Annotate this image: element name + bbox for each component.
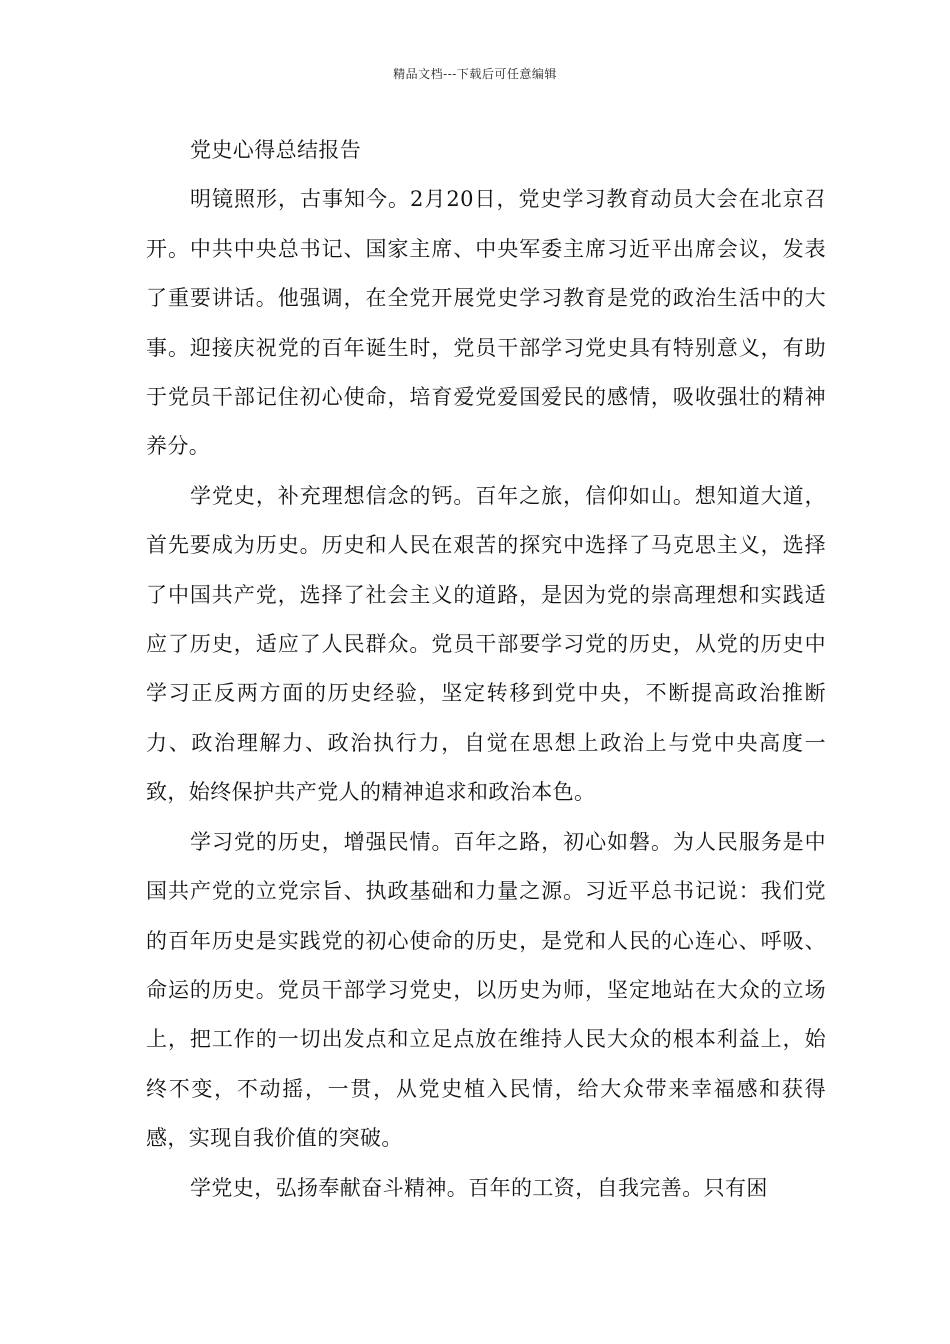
- paragraph-2: 学党史，补充理想信念的钙。百年之旅，信仰如山。想知道大道，首先要成为历史。历史和人民在艰苦的探究中选择了马克思主义，选择了中国共产党，选择了社会主义的道路，是因为党的崇高理想和实践适应了历史，适应了人民群众。党员干部要学习党的历史，从党的历史中学习正反两方面的历史经验，坚定转移到党中央，不断提高政治推断力、政治理解力、政治执行力，自觉在思想上政治上与党中央高度一致，始终保护共产党人的精神追求和政治本色。: [146, 483, 826, 805]
- paragraph-4: 学党史，弘扬奉献奋斗精神。百年的工资，自我完善。只有困: [190, 1175, 768, 1200]
- paragraph-3: 学习党的历史，增强民情。百年之路，初心如磐。为人民服务是中国共产党的立党宗旨、执政基础和力量之源。习近平总书记说：我们党的百年历史是实践党的初心使命的历史，是党和人民的心连心、呼吸、命运的历史。党员干部学习党史，以历史为师，坚定地站在大众的立场上，把工作的一切出发点和立足点放在维持人民大众的根本利益上，始终不变，不动摇，一贯，从党史植入民情，给大众带来幸福感和获得感，实现自我价值的突破。: [146, 829, 826, 1151]
- page-header: 精品文档---下载后可任意编辑: [393, 67, 557, 81]
- paragraph-1: 明镜照形，古事知今。2月20日，党史学习教育动员大会在北京召开。中共中央总书记、国家主席、中央军委主席习近平出席会议，发表了重要讲话。他强调，在全党开展党史学习教育是党的政治生活中的大事。迎接庆祝党的百年诞生时，党员干部学习党史具有特别意义，有助于党员干部记住初心使命，培育爱党爱国爱民的感情，吸收强壮的精神养分。: [146, 187, 826, 459]
- document-body: [146, 126, 826, 1213]
- document-title: 党史心得总结报告: [190, 138, 362, 162]
